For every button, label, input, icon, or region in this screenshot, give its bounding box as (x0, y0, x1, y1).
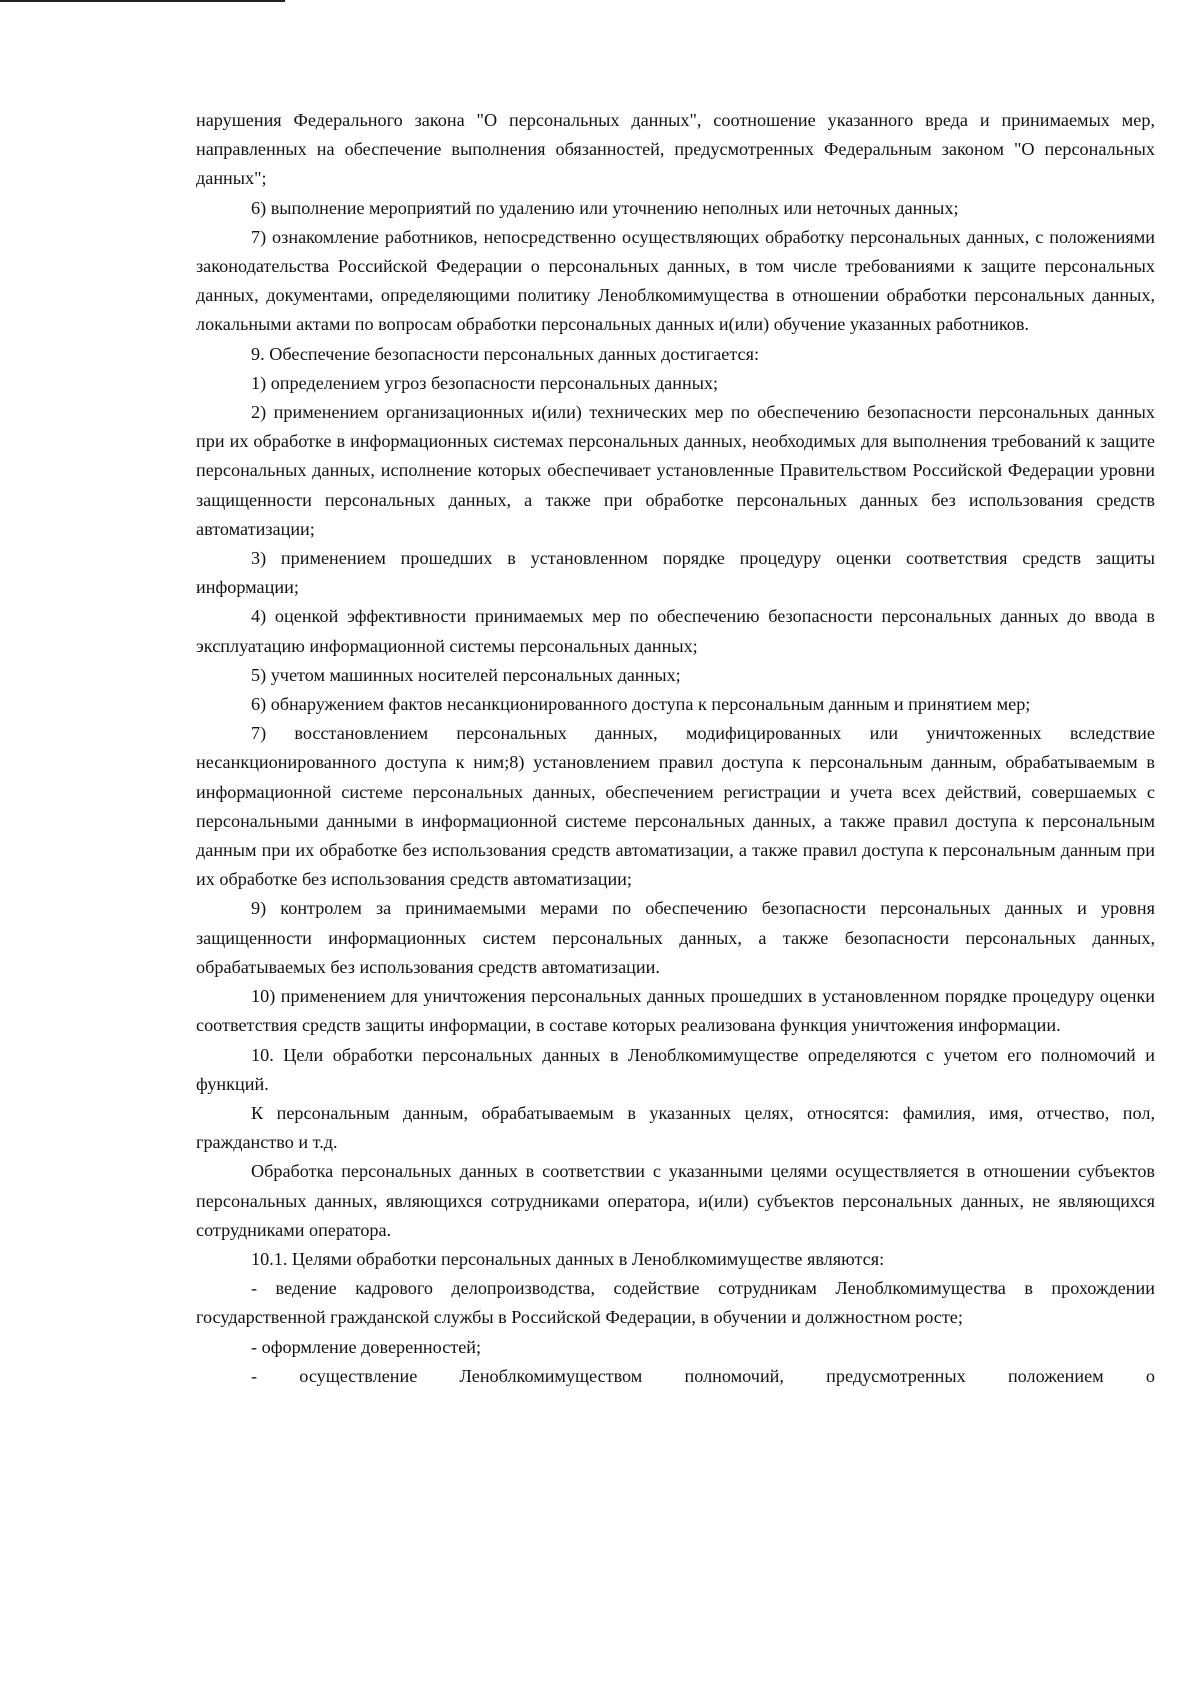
paragraph-10-1-personnel: - ведение кадрового делопроизводства, содействие сотрудникам Леноблкомимущества в прохождении государственной гражданской службы в Российской Федерации, в обучении и должностном росте; (196, 1278, 1155, 1328)
paragraph-9-item-3: 3) применением прошедших в установленном порядке процедуру оценки соответствия средств защиты информации; (196, 548, 1155, 598)
paragraph-item-6-delete-data: 6) выполнение мероприятий по удалению или уточнению неполных или неточных данных; (251, 197, 959, 218)
paragraph-personal-data-list: К персональным данным, обрабатываемым в указанных целях, относятся: фамилия, имя, отчество, пол, гражданство и т.д. (196, 1102, 1155, 1153)
paragraph-9-item-7-8: 7) восстановлением персональных данных, модифицированных или уничтоженных вследствие несанкционированного доступа к ним;8) установлением правил доступа к персональным данным, обрабатываемым в информационной системе персональных данных, обеспечением регистрации и учета всех действий, совершаемых с персональными данными в информационной системе персональных данных, а также правил доступа к персональным данным при их обработке без использования средств автоматизации, а также правил доступа к персональным данным при их обработке без использования средств автоматизации; (196, 723, 1155, 890)
paragraph-9-item-2: 2) применением организационных и(или) технических мер по обеспечению безопасности персональных данных при их обработке в информационных системах персональных данных, необходимых для выполнения требований к защите персональных данных, исполнение которых обеспечивает установленные Правительством Российской Федерации уровни защищенности персональных данных, а также при обработке персональных данных без использования средств автоматизации; (196, 402, 1155, 539)
paragraph-section-9-heading: 9. Обеспечение безопасности персональных данных достигается: (251, 343, 759, 364)
paragraph-9-item-4: 4) оценкой эффективности принимаемых мер по обеспечению безопасности персональных данных до ввода в эксплуатацию информационной системы персональных данных; (196, 606, 1155, 656)
document-page (196, 106, 1155, 1391)
paragraph-10-1-power-of-attorney: - оформление доверенностей; (251, 1336, 482, 1357)
paragraph-section-10: 10. Цели обработки персональных данных в Леноблкомимуществе определяются с учетом его полномочий и функций. (196, 1044, 1155, 1094)
paragraph-9-item-9: 9) контролем за принимаемыми мерами по обеспечению безопасности персональных данных и уровня защищенности информационных систем персональных данных, а также безопасности персональных данных, обрабатываемых без использования средств автоматизации. (196, 898, 1155, 977)
paragraph-processing-subjects: Обработка персональных данных в соответствии с указанными целями осуществляется в отношении субъектов персональных данных, являющихся сотрудниками оператора, и(или) субъектов персональных данных, не являющихся сотрудниками оператора. (196, 1161, 1155, 1240)
paragraph-9-item-10: 10) применением для уничтожения персональных данных прошедших в установленном порядке процедуру оценки соответствия средств защиты информации, в составе которых реализована функция уничтожения информации. (196, 986, 1155, 1036)
paragraph-9-item-6: 6) обнаружением фактов несанкционированного доступа к персональным данным и принятием мер; (251, 694, 1031, 715)
paragraph-section-10-1-heading: 10.1. Целями обработки персональных данных в Леноблкомимуществе являются: (251, 1248, 885, 1269)
paragraph-10-1-powers: - осуществление Леноблкомимуществом полномочий, предусмотренных положением о (251, 1365, 1155, 1386)
paragraph-continuation: нарушения Федерального закона "О персональных данных", соотношение указанного вреда и принимаемых мер, направленных на обеспечение выполнения обязанностей, предусмотренных Федеральным законом "О персональных данных"; (196, 110, 1155, 189)
top-edge-rule (0, 0, 285, 2)
paragraph-9-item-1: 1) определением угроз безопасности персональных данных; (251, 372, 719, 393)
paragraph-9-item-5: 5) учетом машинных носителей персональных данных; (251, 664, 681, 685)
paragraph-item-7-staff-familiarization: 7) ознакомление работников, непосредственно осуществляющих обработку персональных данных, с положениями законодательства Российской Федерации о персональных данных, в том числе требованиями к защите персональных данных, документами, определяющими политику Леноблкомимущества в отношении обработки персональных данных, локальными актами по вопросам обработки персональных данных и(или) обучение указанных работников. (196, 226, 1155, 335)
